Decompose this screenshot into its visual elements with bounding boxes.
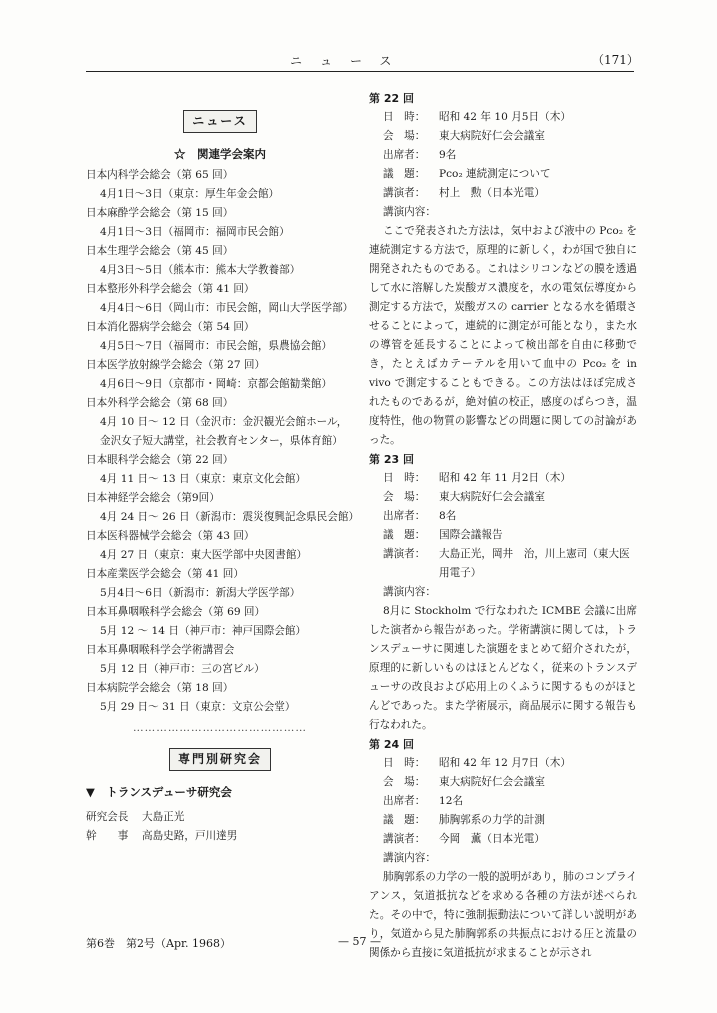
info-label: 講演者：	[383, 548, 426, 560]
info-label: 議 題：	[383, 168, 426, 180]
info-value: 9名	[439, 149, 457, 161]
info-value: 昭和 42 年 11 月2日（木）	[439, 472, 571, 484]
staff-names: 高島史路，戸川達男	[142, 830, 238, 842]
meeting-info-row	[369, 811, 637, 830]
running-header-page-number: （171）	[592, 53, 639, 67]
info-value: 大島正光，岡井 治，川上憲司（東大医用電子）	[439, 548, 630, 579]
info-value: 8名	[439, 510, 457, 522]
society-meeting-detail: 5月 29 日〜 31 日（東京：文京公会堂）	[100, 701, 296, 713]
info-value: 村上 勲（日本光電）	[439, 187, 545, 199]
society-meeting-detail: 4月 11 日〜 13 日（東京：東京文化会館）	[100, 473, 307, 485]
journal-issue-footer: 第6巻 第2号（Apr. 1968）	[86, 937, 232, 950]
meeting-info-row	[369, 526, 637, 545]
meeting-info-row	[369, 127, 637, 146]
meeting-23	[369, 450, 637, 735]
info-value: Pco₂ 連続測定について	[439, 168, 551, 180]
society-name: 日本医科器械学会総会（第 43 回）	[86, 530, 255, 542]
society-meeting-detail: 4月1日〜3日（東京：厚生年金会館）	[100, 188, 280, 200]
society-name: 日本内科学会総会（第 65 回）	[86, 169, 234, 181]
meeting-info-row	[369, 108, 637, 127]
meeting-info-row	[369, 792, 637, 811]
related-societies-heading: ☆ 関連学会案内	[174, 147, 266, 161]
meeting-info-row	[369, 773, 637, 792]
dotted-divider: ………………………………………	[133, 722, 307, 734]
meeting-22	[369, 89, 637, 450]
info-value: 昭和 42 年 12 月7日（木）	[439, 757, 571, 769]
society-name: 日本耳鼻咽喉科学会総会（第 69 回）	[86, 606, 266, 618]
info-value: 東大病院好仁会会議室	[439, 776, 545, 788]
society-meeting-detail: 4月6日〜9日（京都市・岡崎：京都会館勧業館）	[100, 378, 333, 390]
meeting-24	[369, 735, 637, 963]
society-meeting-detail: 4月 10 日〜 12 日（金沢市：金沢観光会館ホール，金沢女子短大講堂，社会教育センター，県体育館）	[100, 416, 348, 447]
info-label: 日 時：	[383, 757, 426, 769]
staff-role: 幹 事	[86, 830, 129, 842]
left-column	[86, 100, 360, 846]
society-meeting-detail: 4月4日〜6日（岡山市：市民会館，岡山大学医学部）	[100, 302, 354, 314]
lecture-content: ここで発表された方法は，気中および液中の Pco₂ を連続測定する方法で，原理的に新しく，わが国で独自に開発されたものである。これはシリコンなどの膜を透過して水に溶解した炭酸ガス濃度を，水の電気伝導度から測定する方法で，炭酸ガスの carrier となる水を循環させることによって，連続的に測定が可能となり，また水の導管を延長することによって検出部を自由に移動でき，たとえばカテーテルを用いて血中の Pco₂ を in vivo で測定することもできる。この方法はほぼ完成されたものであるが，絶対値の校正，感度のばらつき，温度特性，他の物質の影響などの問題に関しての討論があった。	[369, 225, 637, 446]
info-label: 講演者：	[383, 833, 426, 845]
header-rule	[86, 71, 634, 72]
meeting-title: 第 23 回	[369, 453, 414, 466]
society-meeting-detail: 4月5日〜7日（福岡市：市民会館，県農協会館）	[100, 340, 333, 352]
society-meeting-detail: 5月 12 〜 14 日（神戸市：神戸国際会館）	[100, 625, 307, 637]
meeting-info-row	[369, 754, 637, 773]
meeting-info-row	[369, 184, 637, 203]
info-label: 日 時：	[383, 472, 426, 484]
lecture-content-label: 講演内容：	[383, 586, 436, 598]
meeting-info-row	[369, 488, 637, 507]
info-label: 議 題：	[383, 529, 426, 541]
lecture-content: 8月に Stockholm で行なわれた ICMBE 会議に出席した演者から報告があった。学術講演に関しては，トランスデューサに関連した演題をまとめて紹介されたが，原理的に新しいものはほとんどなく，従来のトランスデューサの改良および応用上のくふうに関するものがほとんどであった。また学術展示，商品展示に関する報告も行なわれた。	[369, 605, 637, 731]
society-meeting-detail: 4月 24 日〜 26 日（新潟市：震災復興記念県民会館）	[100, 511, 360, 523]
meeting-info-row	[369, 146, 637, 165]
lecture-content-label: 講演内容：	[383, 852, 436, 864]
specialty-study-groups-box-title: 専門別研究会	[86, 748, 354, 771]
info-value: 今岡 薫（日本光電）	[439, 833, 545, 845]
society-list	[86, 166, 360, 717]
info-label: 出席者：	[383, 795, 426, 807]
society-name: 日本整形外科学会総会（第 41 回）	[86, 283, 255, 295]
meeting-info-row	[369, 165, 637, 184]
society-name: 日本消化器病学会総会（第 54 回）	[86, 321, 255, 333]
staff-row-chair	[86, 808, 354, 827]
lecture-content: 肺胸郭系の力学の一般的説明があり，肺のコンプライアンス，気道抵抗などを求める各種の方法が述べられた。その中で，特に強制振動法について詳しい説明があり，気道から見た肺胸郭系の共振点における圧と流量の関係から直接に気道抵抗が求まることが示され	[369, 871, 637, 959]
info-label: 会 場：	[383, 776, 426, 788]
society-name: 日本耳鼻咽喉科学会学術講習会	[86, 644, 235, 656]
society-name: 日本眼科学会総会（第 22 回）	[86, 454, 234, 466]
info-label: 会 場：	[383, 491, 426, 503]
society-meeting-detail: 4月3日〜5日（熊本市：熊本大学教養部）	[100, 264, 301, 276]
society-name: 日本神経学会総会（第9回）	[86, 492, 220, 504]
staff-role: 研究会長	[86, 811, 129, 823]
society-name: 日本外科学会総会（第 68 回）	[86, 397, 234, 409]
news-box-title: ニュース	[86, 110, 354, 133]
society-name: 日本産業医学会総会（第 41 回）	[86, 568, 244, 580]
info-label: 講演者：	[383, 187, 426, 199]
info-value: 12名	[439, 795, 464, 807]
society-name: 日本医学放射線学会総会（第 27 回）	[86, 359, 266, 371]
info-label: 会 場：	[383, 130, 426, 142]
info-value: 東大病院好仁会会議室	[439, 130, 545, 142]
meeting-title: 第 22 回	[369, 92, 414, 105]
society-meeting-detail: 4月 27 日（東京：東大医学部中央図書館）	[100, 549, 308, 561]
society-name: 日本麻酔学会総会（第 15 回）	[86, 207, 234, 219]
meeting-title: 第 24 回	[369, 738, 414, 751]
info-value: 国際会議報告	[439, 529, 503, 541]
info-label: 出席者：	[383, 149, 426, 161]
meeting-info-row	[369, 507, 637, 526]
society-meeting-detail: 4月1日〜3日（福岡市：福岡市民会館）	[100, 226, 290, 238]
meeting-info-row	[369, 469, 637, 488]
info-value: 肺胸郭系の力学的計測	[439, 814, 545, 826]
study-group-title: ▼ トランスデューサ研究会	[86, 785, 232, 799]
right-column	[369, 89, 637, 963]
society-name: 日本生理学会総会（第 45 回）	[86, 245, 234, 257]
society-meeting-detail: 5月 12 日（神戸市：三の宮ビル）	[100, 663, 265, 675]
staff-names: 大島正光	[142, 811, 185, 823]
info-label: 議 題：	[383, 814, 426, 826]
lecture-content-label: 講演内容：	[383, 206, 436, 218]
info-label: 日 時：	[383, 111, 426, 123]
info-value: 東大病院好仁会会議室	[439, 491, 545, 503]
page-number-footer: — 57 —	[338, 935, 381, 948]
society-name: 日本病院学会総会（第 18 回）	[86, 682, 234, 694]
meeting-info-row	[369, 830, 637, 849]
staff-row-secretaries	[86, 827, 354, 846]
info-label: 出席者：	[383, 510, 426, 522]
meeting-info-row	[369, 545, 637, 583]
running-header-title: ニュース	[290, 54, 410, 68]
info-value: 昭和 42 年 10 月5日（木）	[439, 111, 571, 123]
society-meeting-detail: 5月4日〜6日（新潟市：新潟大学医学部）	[100, 587, 301, 599]
